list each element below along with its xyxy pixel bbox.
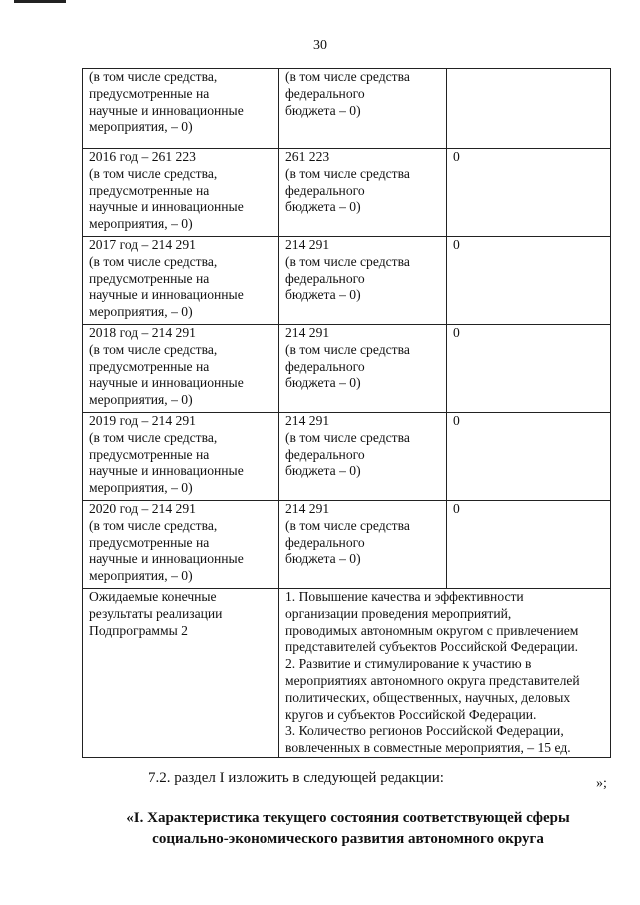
- cell-line: (в том числе средства,: [89, 253, 218, 269]
- year-cell-other: [447, 325, 611, 413]
- year-cell-total: [83, 237, 279, 325]
- cell-line: (в том числе средства: [285, 341, 410, 357]
- cell-line: мероприятиях автономного округа представителей: [285, 672, 580, 688]
- cell-line: проводимых автономным округом с привлечением: [285, 622, 579, 638]
- cell-line: предусмотренные на: [89, 534, 210, 550]
- cell-line: мероприятия, – 0): [89, 392, 193, 408]
- cell-line: (в том числе средства,: [89, 341, 218, 357]
- section-heading: [88, 808, 608, 850]
- cell-line: научные и инновационные: [89, 287, 244, 303]
- cell-line: научные и инновационные: [89, 102, 244, 118]
- cell-line: (в том числе средства,: [89, 165, 218, 181]
- section-heading-line: «I. Характеристика текущего состояния соответствующей сферы: [126, 810, 570, 826]
- cell-line: федерального: [285, 534, 365, 550]
- continuation-cell-other: [447, 69, 611, 149]
- continuation-cell-total: [83, 69, 279, 149]
- cell-line: 214 291: [285, 237, 330, 252]
- year-cell-other: [447, 413, 611, 501]
- cell-line: научные и инновационные: [89, 199, 244, 215]
- cell-line: (в том числе средства,: [89, 69, 218, 84]
- cell-line: научные и инновационные: [89, 463, 244, 479]
- cell-line: научные и инновационные: [89, 375, 244, 391]
- cell-line: политических, общественных, научных, деловых: [285, 689, 571, 705]
- cell-line: бюджета – 0): [285, 102, 361, 118]
- cell-line: 2017 год – 214 291: [89, 237, 196, 252]
- year-cell-total: [83, 149, 279, 237]
- year-cell-federal: [279, 501, 447, 589]
- cell-line: мероприятия, – 0): [89, 480, 193, 496]
- cell-line: (в том числе средства: [285, 69, 410, 84]
- cell-line: 2. Развитие и стимулирование к участию в: [285, 656, 532, 672]
- cell-line: федерального: [285, 270, 365, 286]
- cell-line: 214 291: [285, 413, 330, 428]
- cell-line: 1. Повышение качества и эффективности: [285, 589, 524, 604]
- cell-line: бюджета – 0): [285, 551, 361, 567]
- cell-line: (в том числе средства: [285, 253, 410, 269]
- table-row-year: [83, 413, 611, 501]
- section-heading-line: социально-экономического развития автономного округа: [152, 831, 544, 847]
- year-cell-total: [83, 501, 279, 589]
- results-label-cell: [83, 589, 279, 758]
- cell-line: Подпрограммы 2: [89, 622, 188, 638]
- top-edge-mark: [14, 0, 66, 3]
- table-row-continuation: [83, 69, 611, 149]
- closing-quote: »;: [596, 776, 607, 791]
- amendment-instruction: 7.2. раздел I изложить в следующей редакции:: [148, 770, 444, 786]
- table-row-results: [83, 589, 611, 758]
- cell-line: вовлеченных в совместные мероприятия, – 15 ед.: [285, 740, 571, 756]
- cell-line: предусмотренные на: [89, 182, 210, 198]
- cell-line: (в том числе средства,: [89, 429, 218, 445]
- table-row-year: [83, 501, 611, 589]
- table-row-year: [83, 325, 611, 413]
- table-row-year: [83, 149, 611, 237]
- cell-line: 214 291: [285, 501, 330, 516]
- cell-line: мероприятия, – 0): [89, 119, 193, 135]
- year-cell-other: [447, 237, 611, 325]
- year-cell-federal: [279, 149, 447, 237]
- cell-line: 3. Количество регионов Российской Федерации,: [285, 723, 564, 739]
- cell-line: мероприятия, – 0): [89, 304, 193, 320]
- table-row-year: [83, 237, 611, 325]
- year-cell-total: [83, 413, 279, 501]
- results-text-cell: [279, 589, 611, 758]
- cell-line: мероприятия, – 0): [89, 568, 193, 584]
- cell-line: предусмотренные на: [89, 446, 210, 462]
- cell-line: предусмотренные на: [89, 270, 210, 286]
- year-cell-federal: [279, 237, 447, 325]
- funding-table: [82, 68, 611, 758]
- cell-line: (в том числе средства: [285, 517, 410, 533]
- cell-line: бюджета – 0): [285, 375, 361, 391]
- cell-line: 2016 год – 261 223: [89, 149, 196, 164]
- cell-line: научные и инновационные: [89, 551, 244, 567]
- year-cell-total: [83, 325, 279, 413]
- cell-line: представителей субъектов Российской Федерации.: [285, 639, 579, 655]
- cell-line: 2019 год – 214 291: [89, 413, 196, 428]
- funding-table-body: [83, 69, 611, 758]
- cell-value: 0: [453, 149, 460, 164]
- cell-line: 2018 год – 214 291: [89, 325, 196, 340]
- cell-value: 0: [453, 325, 460, 340]
- cell-line: федерального: [285, 85, 365, 101]
- year-cell-other: [447, 149, 611, 237]
- cell-line: предусмотренные на: [89, 358, 210, 374]
- cell-line: Ожидаемые конечные: [89, 589, 217, 604]
- cell-line: кругов и субъектов Российской Федерации.: [285, 706, 537, 722]
- page-number: 30: [313, 38, 327, 53]
- cell-line: бюджета – 0): [285, 287, 361, 303]
- cell-line: предусмотренные на: [89, 85, 210, 101]
- cell-line: 261 223: [285, 149, 330, 164]
- cell-line: 214 291: [285, 325, 330, 340]
- cell-line: федерального: [285, 182, 365, 198]
- cell-line: (в том числе средства: [285, 429, 410, 445]
- cell-line: (в том числе средства,: [89, 517, 218, 533]
- cell-line: (в том числе средства: [285, 165, 410, 181]
- year-cell-federal: [279, 413, 447, 501]
- cell-line: 2020 год – 214 291: [89, 501, 196, 516]
- cell-line: федерального: [285, 358, 365, 374]
- year-cell-other: [447, 501, 611, 589]
- cell-line: федерального: [285, 446, 365, 462]
- year-cell-federal: [279, 325, 447, 413]
- cell-line: организации проведения мероприятий,: [285, 605, 512, 621]
- cell-value: 0: [453, 237, 460, 252]
- continuation-cell-federal: [279, 69, 447, 149]
- cell-line: бюджета – 0): [285, 199, 361, 215]
- cell-line: мероприятия, – 0): [89, 216, 193, 232]
- cell-line: результаты реализации: [89, 605, 223, 621]
- cell-value: 0: [453, 413, 460, 428]
- cell-value: 0: [453, 501, 460, 516]
- cell-line: бюджета – 0): [285, 463, 361, 479]
